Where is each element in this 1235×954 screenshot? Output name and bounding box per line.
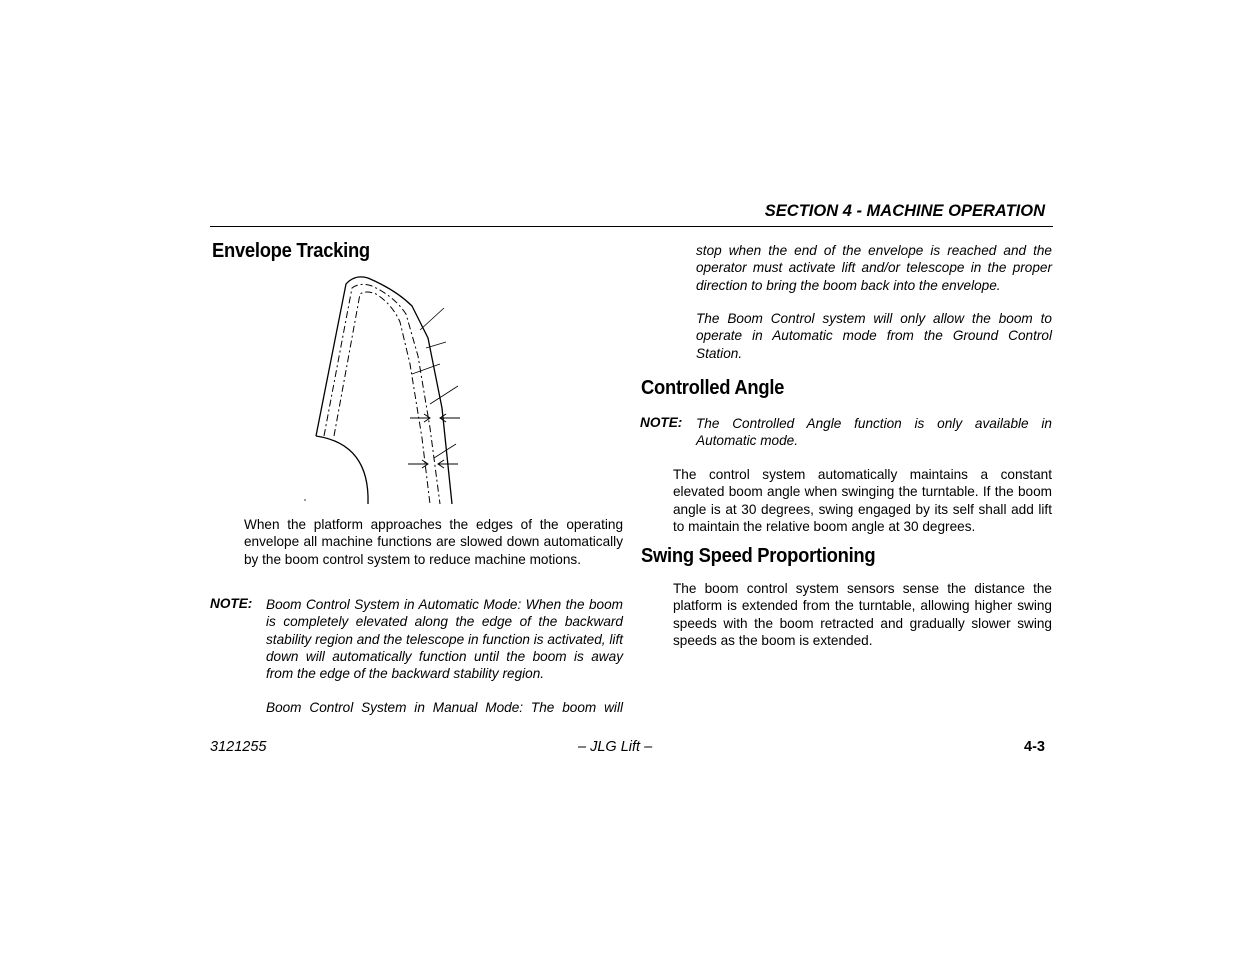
base-curve xyxy=(316,436,368,504)
swing-speed-paragraph: The boom control system sensors sense the distance the platform is extended from the turntable, allowing higher swing speeds with the boom retracted and gradually slower swing speeds as the boom is extended. xyxy=(673,581,1052,648)
note-label: NOTE: xyxy=(210,596,253,611)
header-rule xyxy=(210,226,1053,227)
note-ground-control: The Boom Control system will only allow the boom to operate in Automatic mode from the Ground Control Station. xyxy=(696,311,1052,361)
heading-envelope-tracking: Envelope Tracking xyxy=(212,240,370,262)
doc-number: 3121255 xyxy=(210,739,267,755)
note-manual-mode: Boom Control System in Manual Mode: The boom will xyxy=(266,700,623,715)
page-number: 4-3 xyxy=(1024,739,1045,755)
controlled-angle-paragraph: The control system automatically maintains a constant elevated boom angle when swinging the turntable. If the boom angle is at 30 degrees, swing engaged by its self shall add lift to maintain the relative boom angle at 30 degrees. xyxy=(673,467,1052,534)
note-label: NOTE: xyxy=(640,415,683,430)
note-controlled-angle: The Controlled Angle function is only available in Automatic mode. xyxy=(696,416,1052,449)
note-automatic-mode: Boom Control System in Automatic Mode: When the boom is completely elevated along the edge of the backward stability region and the telescope in function is activated, lift down will automatically function until the boom is away from the edge of the backward stability region. xyxy=(266,597,623,682)
footer-center: – JLG Lift – xyxy=(578,739,653,755)
heading-controlled-angle: Controlled Angle xyxy=(641,377,785,399)
heading-swing-speed: Swing Speed Proportioning xyxy=(641,545,876,567)
envelope-diagram xyxy=(300,268,470,508)
inner-envelope-1 xyxy=(324,284,440,504)
inner-envelope-2 xyxy=(334,292,430,504)
note-continued: stop when the end of the envelope is reached and the operator must activate lift and/or telescope in the proper direction to bring the boom back into the envelope. xyxy=(696,243,1052,293)
envelope-paragraph: When the platform approaches the edges of the operating envelope all machine functions are slowed down automatically by the boom control system to reduce machine motions. xyxy=(244,517,623,567)
section-title: SECTION 4 - MACHINE OPERATION xyxy=(764,202,1045,220)
outer-envelope xyxy=(316,277,452,504)
